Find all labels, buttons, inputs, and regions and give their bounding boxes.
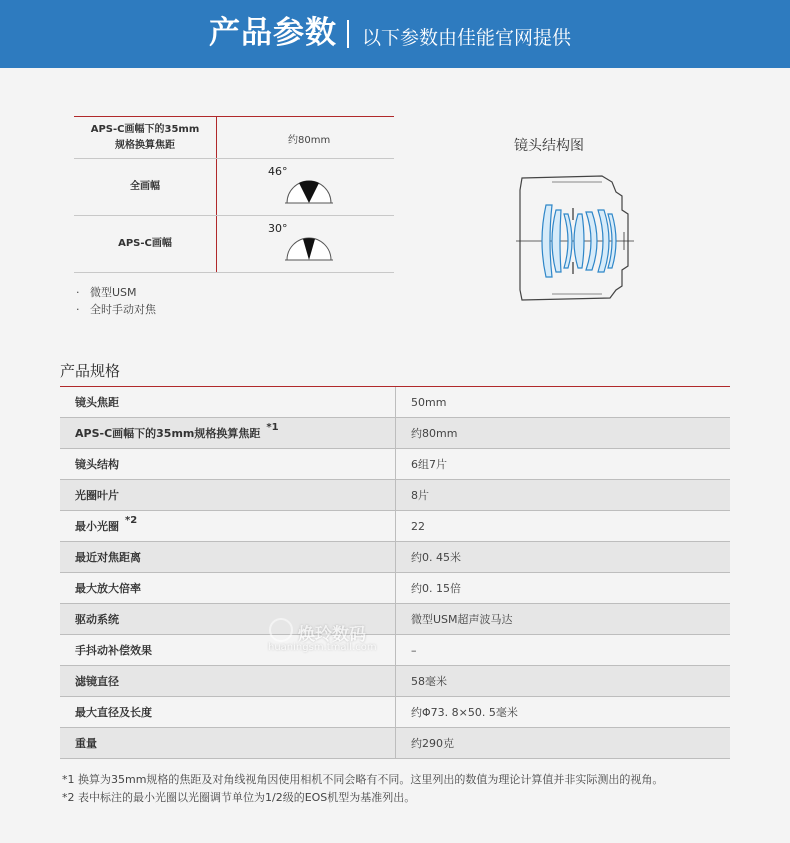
spec-label-text: 驱动系统 — [75, 613, 119, 626]
footnote: *2 表中标注的最小光圈以光圈调节单位为1/2级的EOS机型为基准列出。 — [62, 791, 416, 804]
page-title: 产品参数 — [209, 15, 337, 51]
angle-of-view-icon — [284, 226, 334, 266]
bullet-item: · 微型USM — [76, 284, 156, 301]
spec-label-text: 最小光圈 — [75, 520, 119, 533]
spec-row — [60, 604, 730, 635]
page-subtitle: 以下参数由佳能官网提供 — [362, 27, 572, 49]
feature-value — [218, 159, 394, 215]
spec-label-text: 镜头焦距 — [75, 396, 119, 409]
spec-row — [60, 511, 730, 542]
angle-of-view-value: 46° — [268, 165, 288, 178]
spec-row — [60, 666, 730, 697]
spec-row — [60, 697, 730, 728]
spec-value: – — [411, 643, 417, 657]
spec-row — [60, 542, 730, 573]
feature-label: APS-C画幅 — [74, 216, 217, 272]
spec-value: 58毫米 — [411, 675, 447, 688]
feature-value — [218, 117, 394, 158]
spec-label — [60, 449, 396, 479]
angle-of-view-icon — [284, 169, 334, 209]
spec-label-text: 镜头结构 — [75, 458, 119, 471]
footnote-marker: *2 — [125, 514, 138, 526]
feature-row — [74, 117, 394, 159]
spec-label-text: APS-C画幅下的35mm规格换算焦距 — [75, 427, 261, 440]
spec-row — [60, 573, 730, 604]
watermark-url: huaningsm.tmall.com — [268, 642, 377, 653]
footnote-marker: *1 — [266, 421, 279, 433]
spec-label — [60, 666, 396, 696]
spec-label — [60, 511, 396, 541]
watermark — [268, 618, 388, 658]
feature-row — [74, 159, 394, 216]
spec-section-title: 产品规格 — [60, 362, 121, 380]
watermark-logo-icon — [268, 618, 294, 642]
header-banner — [0, 0, 790, 68]
spec-label-text: 最近对焦距离 — [75, 551, 141, 564]
lens-diagram-title: 镜头结构图 — [514, 138, 584, 154]
spec-value: 约0. 15倍 — [411, 582, 461, 595]
spec-label — [60, 387, 396, 417]
spec-label-text: 滤镜直径 — [75, 675, 119, 688]
spec-row — [60, 635, 730, 666]
spec-value: 约0. 45米 — [411, 551, 461, 564]
spec-row — [60, 418, 730, 449]
feature-label: 全画幅 — [74, 159, 217, 215]
spec-label — [60, 542, 396, 572]
spec-row — [60, 480, 730, 511]
feature-table — [74, 116, 394, 273]
spec-label-text: 最大直径及长度 — [75, 706, 152, 719]
feature-label: APS-C画幅下的35mm 规格换算焦距 — [74, 117, 217, 158]
feature-row — [74, 216, 394, 273]
spec-value: 50mm — [411, 395, 447, 409]
bullet-item: · 全时手动对焦 — [76, 301, 156, 318]
spec-label — [60, 697, 396, 727]
spec-row — [60, 449, 730, 480]
feature-value — [218, 216, 394, 272]
feature-value-text: 约80mm — [288, 135, 331, 146]
spec-label — [60, 418, 396, 448]
footnotes — [62, 771, 663, 807]
spec-label-text: 光圈叶片 — [75, 489, 119, 502]
spec-label-text: 手抖动补偿效果 — [75, 644, 152, 657]
feature-bullets — [76, 284, 156, 318]
spec-label — [60, 480, 396, 510]
spec-value: 6组7片 — [411, 458, 447, 471]
title-divider — [347, 20, 349, 48]
spec-row — [60, 728, 730, 759]
spec-value: 8片 — [411, 489, 429, 502]
footnote: *1 换算为35mm规格的焦距及对角线视角因使用相机不同会略有不同。这里列出的数值为理论计算值并非实际测出的视角。 — [62, 773, 664, 786]
spec-label — [60, 728, 396, 758]
spec-table — [60, 386, 730, 759]
spec-label-text: 最大放大倍率 — [75, 582, 141, 595]
spec-value: 22 — [411, 519, 425, 533]
spec-value: 约290克 — [411, 737, 454, 750]
spec-label-text: 重量 — [75, 737, 97, 750]
spec-row — [60, 387, 730, 418]
lens-cross-section-icon — [512, 170, 637, 310]
spec-label — [60, 573, 396, 603]
spec-value: 微型USM超声波马达 — [411, 613, 513, 626]
spec-value: 约80mm — [411, 427, 458, 440]
spec-value: 约Φ73. 8×50. 5毫米 — [411, 706, 518, 719]
angle-of-view-value: 30° — [268, 222, 288, 235]
watermark-name: 焕玲数码 — [298, 625, 366, 645]
